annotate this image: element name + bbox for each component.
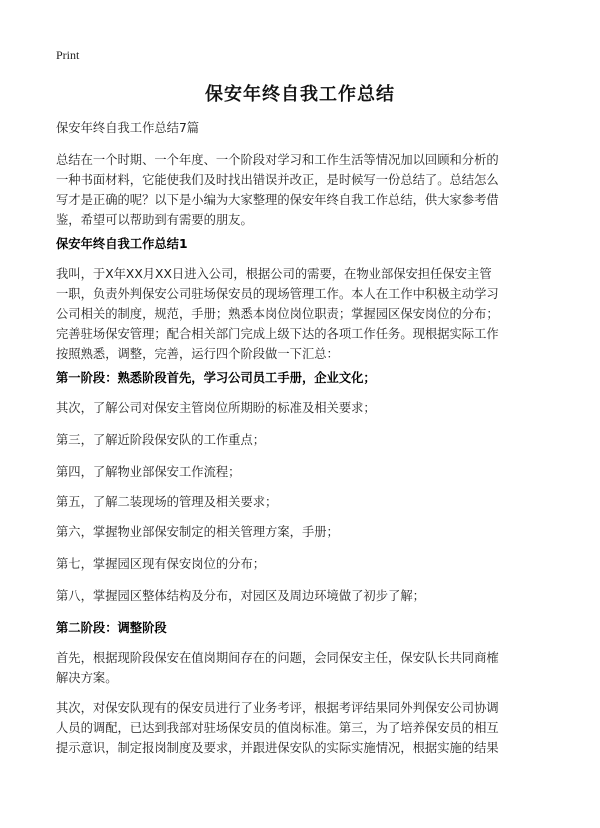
paragraph-line: 公司相关的制度，规范，手册；熟悉本岗位岗位职责；掌握园区保安岗位的分布； [56,307,499,321]
document-title: 保安年终自我工作总结 [205,84,395,105]
stage1-item: 第六，掌握物业部保安制定的相关管理方案，手册； [56,525,339,539]
stage1-item: 第八，掌握园区整体结构及分布，对园区及周边环境做了初步了解； [56,589,425,603]
stage1-item: 第七，掌握园区现有保安岗位的分布； [56,557,266,571]
intro-line: 总结在一个时期、一个年度、一个阶段对学习和工作生活等情况加以回顾和分析的 [56,153,499,167]
intro-line: 鉴，希望可以帮助到有需要的朋友。 [56,213,253,227]
stage1-item: 第四，了解物业部保安工作流程； [56,465,241,479]
stage2-paragraph [56,698,548,758]
paragraph-line: 提示意识，制定报岗制度及要求，并跟进保安队的实际实施情况，根据实施的结果 [56,741,499,755]
stage1-item: 其次，了解公司对保安主管岗位所期盼的标准及相关要求； [56,401,376,415]
stage2-paragraph [56,648,548,688]
section-heading: 保安年终自我工作总结1 [56,237,188,251]
paragraph-line: 人员的调配，已达到我部对驻场保安员的值岗标准。第三，为了培养保安员的相互 [56,721,499,735]
paragraph-line: 解决方案。 [56,671,118,685]
paragraph-line: 完善驻场保安管理；配合相关部门完成上级下达的各项工作任务。现根据实际工作 [56,327,499,341]
stage1-item: 第三，了解近阶段保安队的工作重点； [56,433,266,447]
stage1-heading: 第一阶段：熟悉阶段首先，学习公司员工手册，企业文化； [56,371,376,385]
document-subtitle: 保安年终自我工作总结7篇 [56,121,200,135]
paragraph-line: 其次，对保安队现有的保安员进行了业务考评，根据考评结果同外判保安公司协调 [56,701,499,715]
paragraph-line: 我叫，于X年XX月XX日进入公司，根据公司的需要，在物业部保安担任保安主管 [56,267,492,281]
paragraph-line: 按照熟悉，调整，完善，运行四个阶段做一下汇总： [56,347,339,361]
intro-line: 写才是正确的呢？以下是小编为大家整理的保安年终自我工作总结，供大家参考借 [56,193,499,207]
paragraph-line: 一职，负责外判保安公司驻场保安员的现场管理工作。本人在工作中积极主动学习 [56,287,499,301]
intro-line: 一种书面材料，它能使我们及时找出错误并改正，是时候写一份总结了。总结怎么 [56,173,499,187]
section1-paragraph [56,264,548,364]
print-label: Print [56,48,80,62]
stage1-item: 第五，了解二装现场的管理及相关要求； [56,495,278,509]
stage2-heading: 第二阶段：调整阶段 [56,621,167,635]
paragraph-line: 首先，根据现阶段保安在值岗期间存在的问题，会同保安主任，保安队长共同商榷 [56,651,499,665]
intro-paragraph [56,150,548,230]
